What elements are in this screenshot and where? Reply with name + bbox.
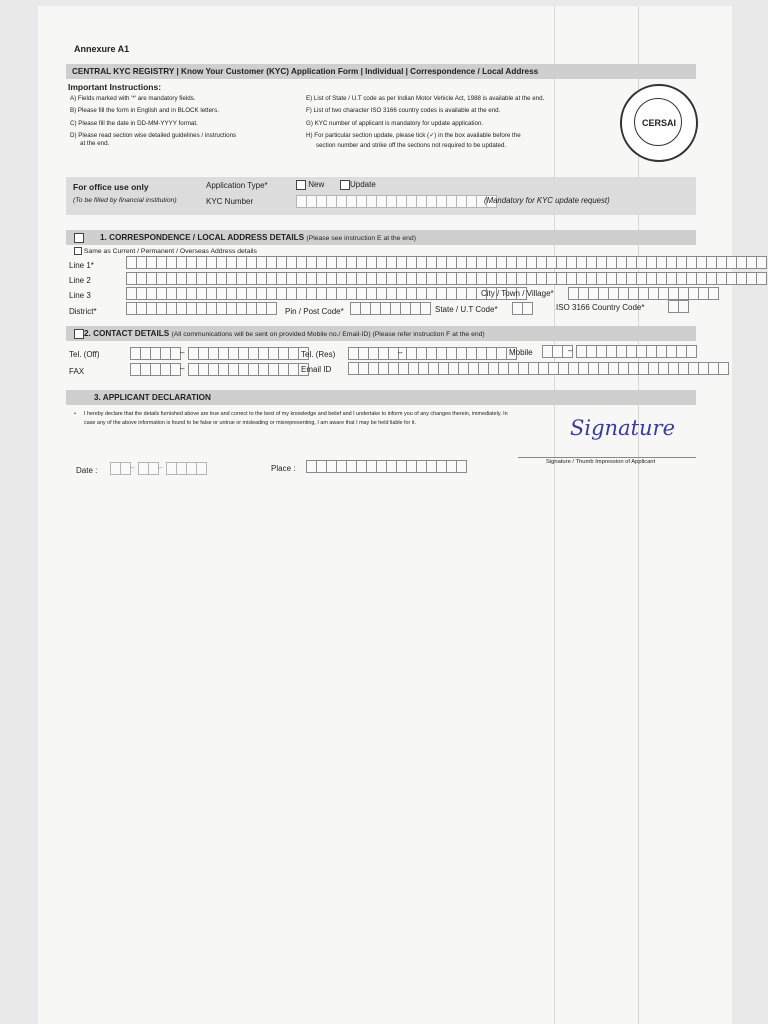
pin-boxes[interactable] <box>350 302 430 315</box>
update-option[interactable] <box>340 180 376 190</box>
fax-label: FAX <box>69 367 85 376</box>
place-boxes[interactable] <box>306 460 466 473</box>
instruction-g: G) KYC number of applicant is mandatory for update application. <box>306 119 484 127</box>
seal-text: CERSAI <box>641 118 676 128</box>
declaration-text: • I hereby declare that the details furnished above are true and correct to the best of my knowledge and belief and I undertake to inform you of any changes therein, immediately. In case any of the above information is found to be false or untrue or misleading or misrepresenting, I am aware that I may be held liable for it. <box>74 410 514 427</box>
tel-off-number-boxes[interactable] <box>188 347 308 360</box>
line2-boxes[interactable] <box>126 272 766 285</box>
section2-note: (All communications will be sent on provided Mobile no./ Email-ID) (Please refer instruction F at the end) <box>171 331 485 338</box>
section1-header <box>66 230 696 245</box>
city-label: City / Town / Village* <box>481 289 554 298</box>
kyc-number-label: KYC Number <box>206 197 254 206</box>
same-as-checkbox[interactable] <box>74 247 82 255</box>
section2-checkbox[interactable] <box>74 329 84 339</box>
city-boxes[interactable] <box>568 287 718 300</box>
declaration-body: I hereby declare that the details furnished above are true and correct to the best of my knowledge and belief and I undertake to inform you of any changes therein, immediately. In case any of the above information is found to be false or untrue or misleading or misrepresenting, I am aware that I may be held liable for it. <box>84 411 508 426</box>
same-as-label: Same as Current / Permanent / Overseas Address details <box>83 247 257 255</box>
instructions-right <box>306 95 616 150</box>
signature-caption: Signature / Thumb Impression of Applicant <box>546 459 656 465</box>
instruction-d-cont: at the end. <box>80 140 110 148</box>
update-label: Update <box>350 180 376 190</box>
new-option[interactable] <box>296 180 324 190</box>
instruction-a: A) Fields marked with '*' are mandatory fields. <box>70 95 196 102</box>
tel-off-std-boxes[interactable] <box>130 347 180 360</box>
state-boxes[interactable] <box>512 302 532 315</box>
new-checkbox[interactable] <box>296 180 306 190</box>
date-month-boxes[interactable] <box>138 462 158 475</box>
instruction-h: H) For particular section update, please tick (✓) in the box available before the <box>306 131 521 139</box>
instruction-d: D) Please read section wise detailed guidelines / instructions <box>70 131 237 139</box>
pin-label: Pin / Post Code* <box>285 307 344 316</box>
signature-line <box>518 457 696 458</box>
tel-res-label: Tel. (Res) <box>301 350 336 359</box>
email-label: Email ID <box>301 365 332 374</box>
district-label: District* <box>69 307 97 316</box>
mobile-number-boxes[interactable] <box>576 345 696 358</box>
line2-label: Line 2 <box>69 276 91 285</box>
mobile-label: Mobile <box>509 348 533 357</box>
section2-header <box>66 326 696 341</box>
instruction-f: F) List of two character ISO 3166 country codes is available at the end. <box>306 107 501 115</box>
section1-checkbox[interactable] <box>74 233 84 243</box>
email-boxes[interactable] <box>348 362 728 375</box>
kyc-number-boxes[interactable] <box>296 195 496 208</box>
cersai-seal-logo <box>620 84 698 162</box>
application-type-label: Application Type* <box>206 181 268 190</box>
new-label: New <box>308 180 325 190</box>
instructions-heading: Important Instructions: <box>68 82 162 92</box>
iso-label: ISO 3166 Country Code* <box>556 303 645 312</box>
applicant-signature: Signature <box>570 416 676 440</box>
section2-title: 2. CONTACT DETAILS <box>84 329 170 338</box>
fax-std-boxes[interactable] <box>130 363 180 376</box>
office-use-sub: (To be filled by financial institution) <box>73 197 177 204</box>
kyc-mandatory-note: (Mandatory for KYC update request) <box>484 196 610 205</box>
line3-label: Line 3 <box>69 291 91 300</box>
form-page: Annexure A1 CENTRAL KYC REGISTRY | Know Your Customer (KYC) Application Form | Individual | Correspondence / Local Address Important Instructions: A) Fields marked with '*' are mandatory fields. B) Please fill the form in English and in BLOCK letters. C) Please fill the date in DD-MM-YYYY format. D) Please read section wise detailed guidelines / instructions at the end. E) List of State / U.T code as per Indian Motor Vehicle Act, 1988 is available at the end. F) List of two character ISO 3166 country codes is available at the end. G) KYC number of applicant is mandatory for update application. H) For particular section update, please tick (✓) in the box available before the section number and strike off the sections not required to be updated. CERSAI For office use only (To be filled by financial institution) Application Type* New Update KYC Number (Mandatory for KYC update request) 1. CORRESPONDENCE / LOCAL ADDRESS DETAILS (Please see instruction E at the end) Same as Current / Permanent / Overseas Address details Line 1* Line 2 Line 3 City / Town / Village* District* Pin / Post Code* State / U.T Code* ISO 3166 Country Code* 2. CONTACT DETAILS (All communications will be sent on provided Mobile no./ Email-ID) (Please refer instruction F at the end) Tel. (Off) – Tel. (Res) – Mobile – FAX – Email ID 3. APPLICANT DECLARATION • I hereby declare that the details furnished above are true and correct to the best of my knowledge and belief and I undertake to inform you of any changes therein, immediately. In case any of the above information is found to be false or untrue or misleading or misrepresenting, I am aware that I may be held liable for it. Signature Signature / Thumb Impression of Applicant Date : – – Place : <box>38 6 732 1024</box>
iso-boxes[interactable] <box>668 300 688 313</box>
annexure-label: Annexure A1 <box>74 44 130 54</box>
date-day-boxes[interactable] <box>110 462 130 475</box>
instruction-c: C) Please fill the date in DD-MM-YYYY format. <box>70 119 198 127</box>
state-label: State / U.T Code* <box>435 305 498 314</box>
same-as-option[interactable] <box>74 247 257 255</box>
update-checkbox[interactable] <box>340 180 350 190</box>
line3-boxes[interactable] <box>126 287 526 300</box>
district-boxes[interactable] <box>126 302 276 315</box>
tel-res-number-boxes[interactable] <box>406 347 516 360</box>
fax-number-boxes[interactable] <box>188 363 308 376</box>
date-year-boxes[interactable] <box>166 462 206 475</box>
section1-title: 1. CORRESPONDENCE / LOCAL ADDRESS DETAILS <box>100 233 305 242</box>
instruction-h-cont: section number and strike off the sections not required to be updated. <box>316 142 507 150</box>
line1-label: Line 1* <box>69 261 94 270</box>
place-label: Place : <box>271 464 296 473</box>
instruction-b: B) Please fill the form in English and in BLOCK letters. <box>70 107 219 115</box>
tel-off-label: Tel. (Off) <box>69 350 100 359</box>
instructions-left <box>70 95 295 148</box>
section1-note: (Please see instruction E at the end) <box>306 235 416 242</box>
section3-header: 3. APPLICANT DECLARATION <box>66 390 696 405</box>
line1-boxes[interactable] <box>126 256 766 269</box>
title-bar: CENTRAL KYC REGISTRY | Know Your Customer (KYC) Application Form | Individual | Correspondence / Local Address <box>66 64 696 79</box>
office-use-label: For office use only <box>73 182 149 192</box>
instruction-e: E) List of State / U.T code as per Indian Motor Vehicle Act, 1988 is available at the end. <box>306 95 545 102</box>
date-label: Date : <box>76 466 98 475</box>
